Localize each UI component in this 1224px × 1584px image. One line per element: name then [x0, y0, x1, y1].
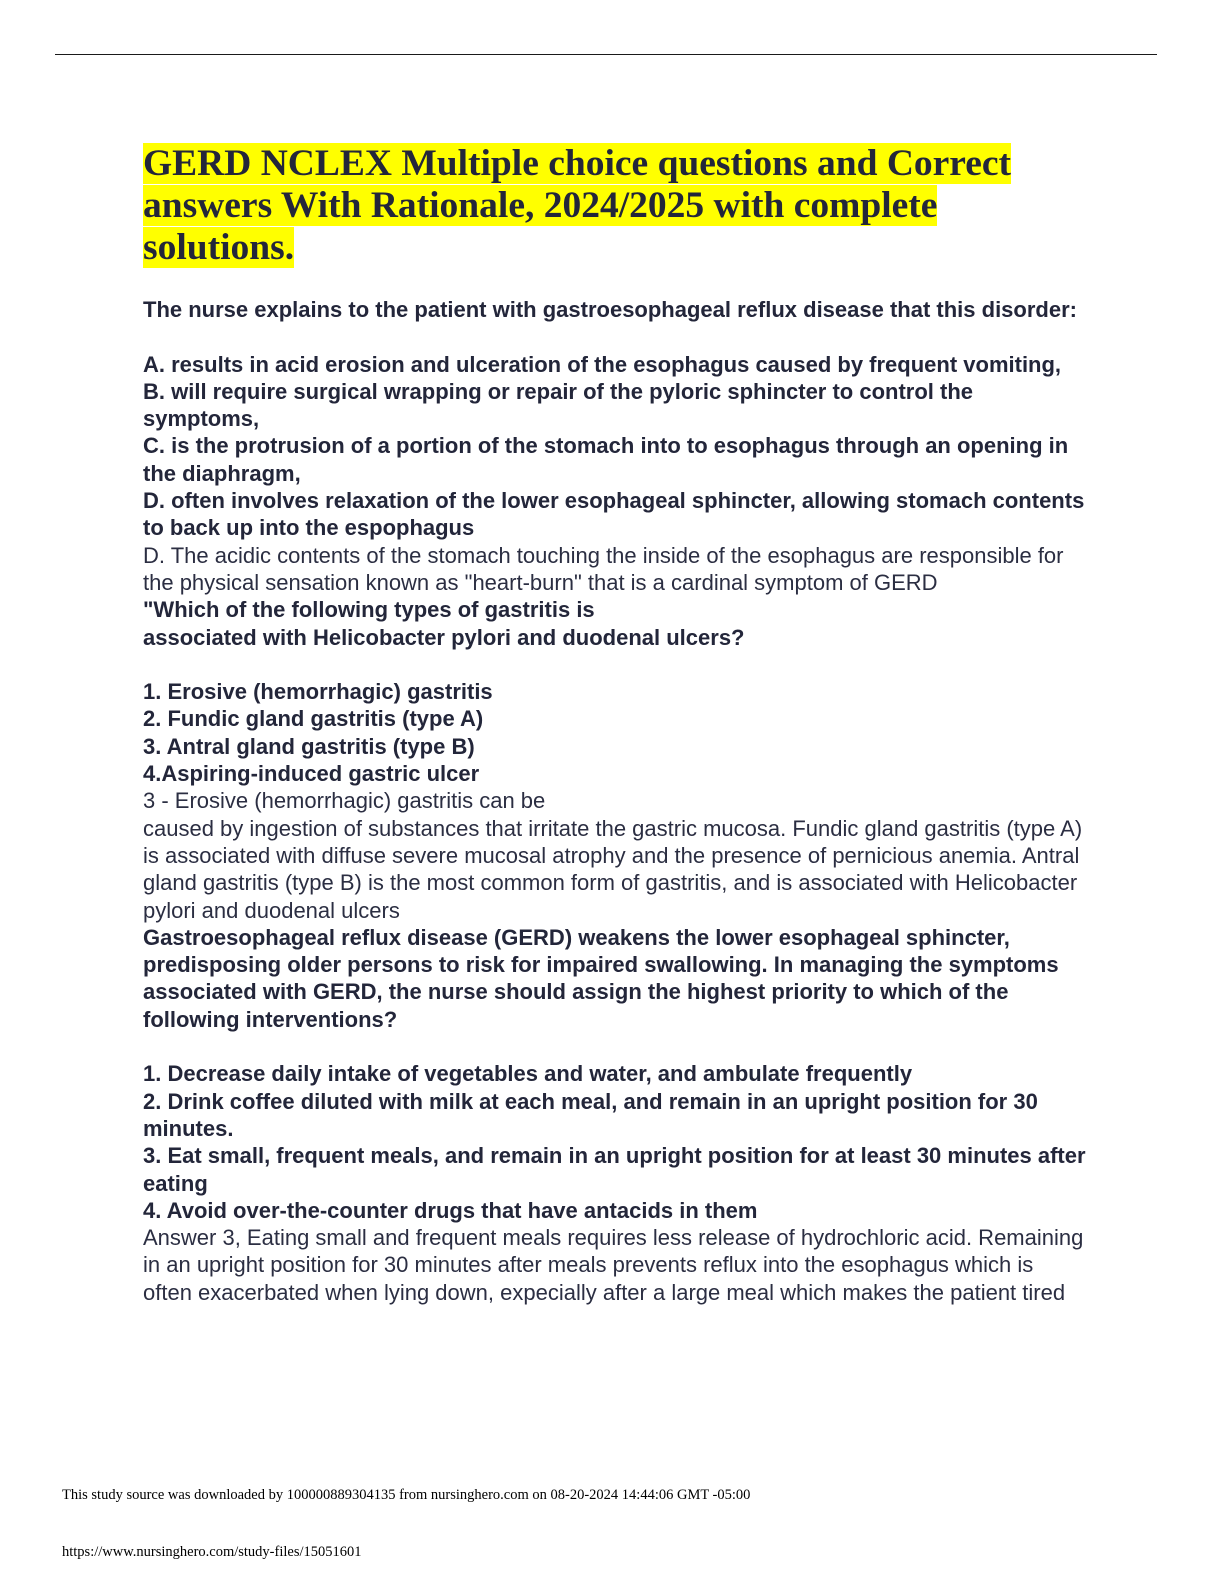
question-3-option-1: 1. Decrease daily intake of vegetables and water, and ambulate frequently — [143, 1061, 913, 1087]
question-2-option-1: 1. Erosive (hemorrhagic) gastritis — [143, 679, 493, 705]
question-1-option-c: C. is the protrusion of a portion of the stomach into to esophagus through an opening in the diaphragm, — [143, 433, 1069, 486]
question-3-answer: Answer 3, Eating small and frequent meals requires less release of hydrochloric acid. Remaining in an upright position for 30 minutes after meals prevents reflux into the esophagus which is often exacerbated when lying down, expecially after a large meal which makes the patient tired — [143, 1225, 1084, 1305]
question-2-stem-line-2: associated with Helicobacter pylori and duodenal ulcers? — [143, 624, 745, 650]
document-title-text: GERD NCLEX Multiple choice questions and Correct answers With Rationale, 2024/2025 with complete solutions. — [143, 143, 1012, 268]
spacer — [143, 323, 1088, 350]
header-rule — [55, 54, 1157, 55]
question-1-option-a: A. results in acid erosion and ulceration of the esophagus caused by frequent vomiting, — [143, 351, 1062, 377]
question-2-answer-line-1: 3 - Erosive (hemorrhagic) gastritis can be — [143, 788, 546, 814]
source-url-link[interactable]: https://www.nursinghero.com/study-files/15051601 — [62, 1544, 362, 1560]
document-body — [143, 296, 1088, 1306]
question-1-option-d: D. often involves relaxation of the lower esophageal sphincter, allowing stomach contents to back up into the espophagus — [143, 488, 1085, 541]
spacer — [143, 1033, 1088, 1060]
question-2-option-2: 2. Fundic gland gastritis (type A) — [143, 706, 484, 732]
question-3-option-2: 2. Drink coffee diluted with milk at each meal, and remain in an upright position for 30 minutes. — [143, 1088, 1038, 1141]
question-3-stem: Gastroesophageal reflux disease (GERD) weakens the lower esophageal sphincter, predisposing older persons to risk for impaired swallowing. In managing the symptoms associated with GERD, the nurse should assign the highest priority to which of the following interventions? — [143, 924, 1059, 1032]
download-source-notice: This study source was downloaded by 100000889304135 from nursinghero.com on 08-20-2024 14:44:06 GMT -05:00 — [62, 1487, 751, 1503]
question-1-answer: D. The acidic contents of the stomach touching the inside of the esophagus are responsible for the physical sensation known as "heart-burn" that is a cardinal symptom of GERD — [143, 542, 1064, 595]
question-3-option-3: 3. Eat small, frequent meals, and remain in an upright position for at least 30 minutes after eating — [143, 1143, 1086, 1196]
spacer — [143, 651, 1088, 678]
question-1-stem: The nurse explains to the patient with gastroesophageal reflux disease that this disorder: — [143, 297, 1077, 322]
question-3-option-4: 4. Avoid over-the-counter drugs that have antacids in them — [143, 1197, 758, 1223]
question-2-answer-rationale: caused by ingestion of substances that irritate the gastric mucosa. Fundic gland gastritis (type A) is associated with diffuse severe mucosal atrophy and the presence of pernicious anemia. Antral gland gastritis (type B) is the most common form of gastritis, and is associated with Helicobacter pylori and duodenal ulcers — [143, 815, 1083, 923]
document-title — [143, 143, 1073, 269]
question-2-option-3: 3. Antral gland gastritis (type B) — [143, 733, 475, 759]
question-1-option-b: B. will require surgical wrapping or repair of the pyloric sphincter to control the symptoms, — [143, 378, 974, 432]
question-2-stem-line-1: "Which of the following types of gastritis is — [143, 597, 595, 623]
question-2-option-4: 4.Aspiring-induced gastric ulcer — [143, 761, 480, 787]
